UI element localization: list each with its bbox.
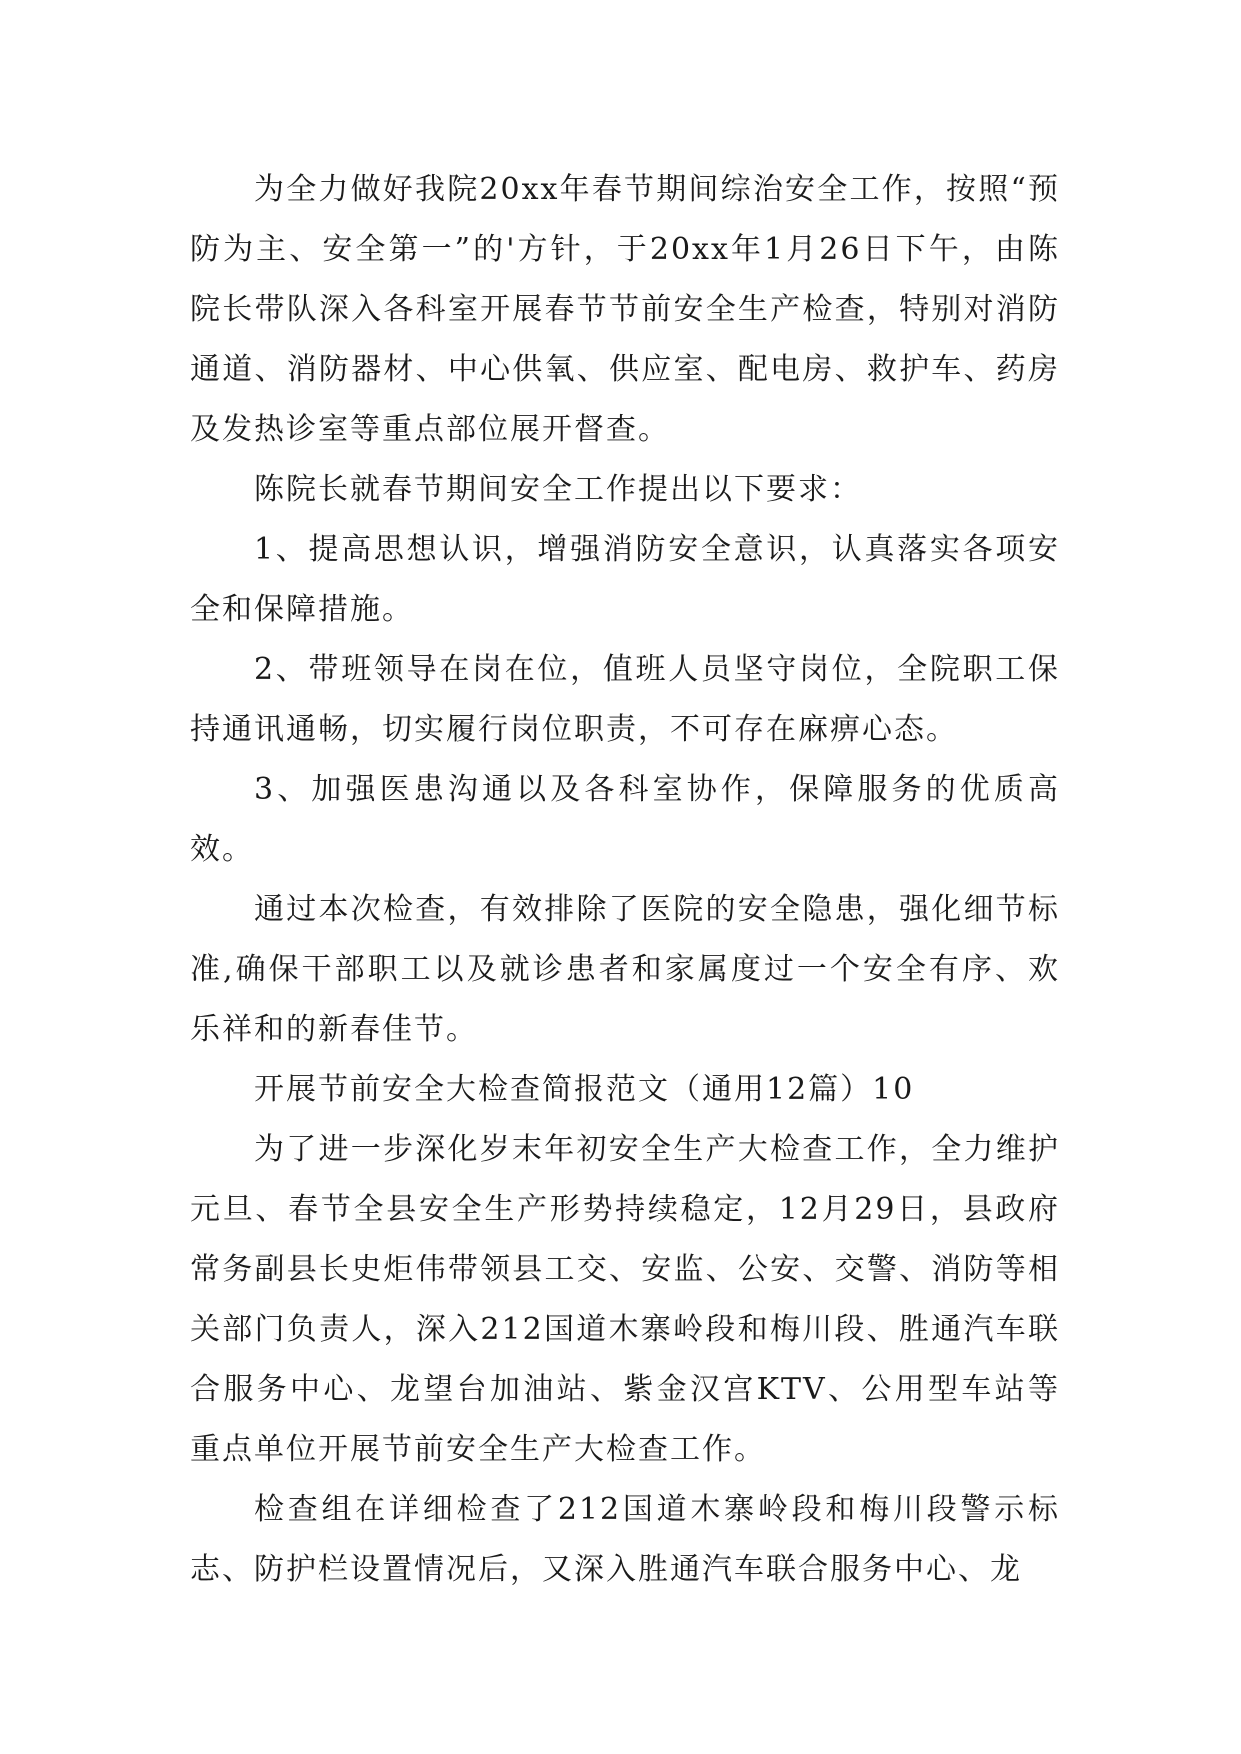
paragraph-county-inspection: 为了进一步深化岁末年初安全生产大检查工作，全力维护元旦、春节全县安全生产形势持续稳定，12月29日，县政府常务副县长史炬伟带领县工交、安监、公安、交警、消防等相关部门负责人，深入212国道木寨岭段和梅川段、胜通汽车联合服务中心、龙望台加油站、紫金汉宫KTV、公用型车站等重点单位开展节前安全生产大检查工作。 [190,1132,1060,1467]
paragraph-requirements-heading: 陈院长就春节期间安全工作提出以下要求： [254,472,862,507]
paragraph-requirement-2: 2、带班领导在岗在位，值班人员坚守岗位，全院职工保持通讯通畅，切实履行岗位职责，不可存在麻痹心态。 [190,652,1060,747]
section-title: 开展节前安全大检查简报范文（通用12篇）10 [254,1072,915,1107]
paragraph-requirement-1: 1、提高思想认识，增强消防安全意识，认真落实各项安全和保障措施。 [190,532,1060,627]
document-body [190,160,1060,1600]
paragraph-inspection-team: 检查组在详细检查了212国道木寨岭段和梅川段警示标志、防护栏设置情况后，又深入胜通汽车联合服务中心、龙 [190,1492,1060,1587]
paragraph-inspection-result: 通过本次检查，有效排除了医院的安全隐患，强化细节标准,确保干部职工以及就诊患者和家属度过一个安全有序、欢乐祥和的新春佳节。 [190,892,1060,1047]
paragraph-inspection-intro: 为全力做好我院20xx年春节期间综治安全工作，按照“预防为主、安全第一”的'方针，于20xx年1月26日下午，由陈院长带队深入各科室开展春节节前安全生产检查，特别对消防通道、消防器材、中心供氧、供应室、配电房、救护车、药房及发热诊室等重点部位展开督查。 [190,172,1060,447]
paragraph-requirement-3: 3、加强医患沟通以及各科室协作，保障服务的优质高效。 [190,772,1060,867]
